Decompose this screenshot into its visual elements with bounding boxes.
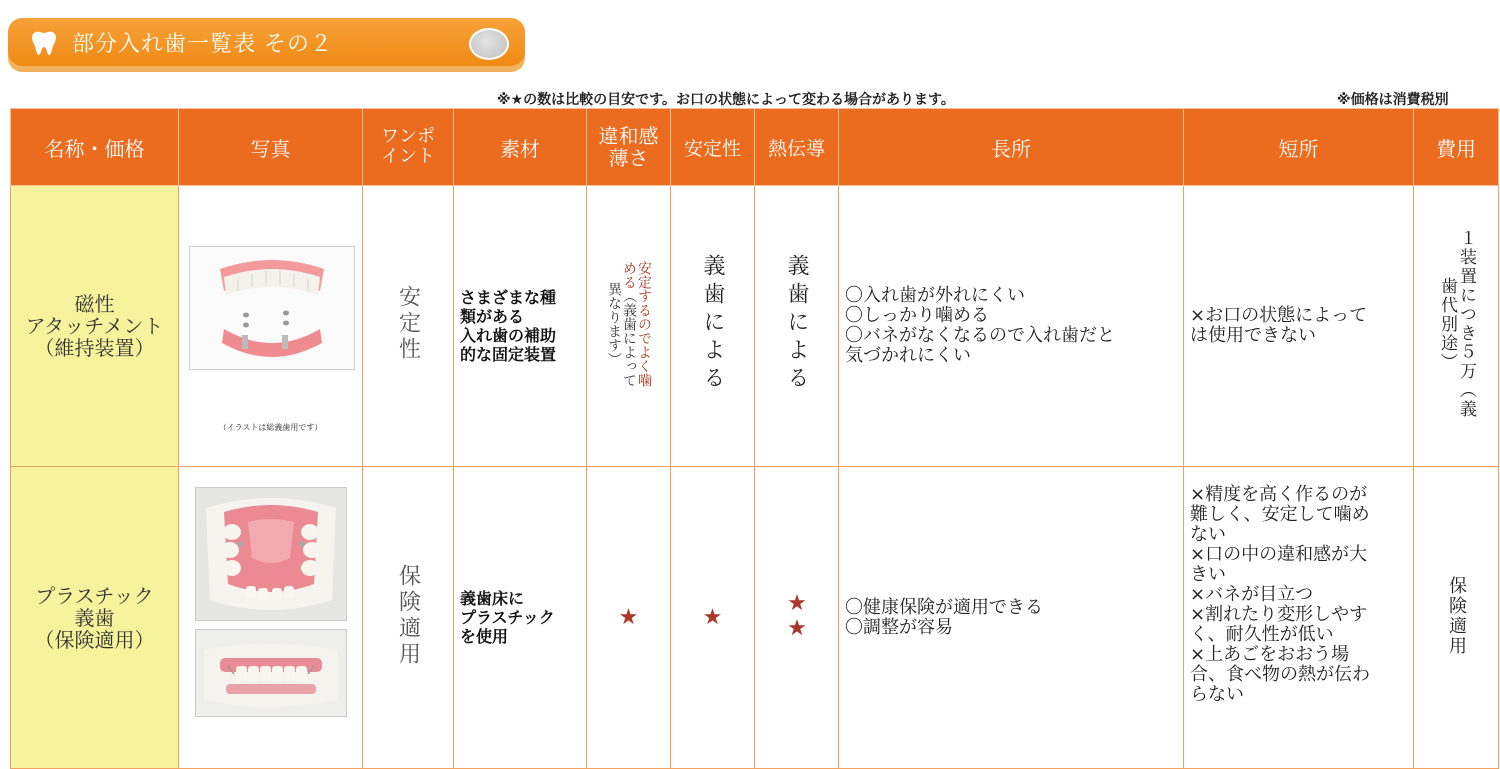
heat-stars-cell bbox=[755, 467, 839, 769]
discomfort-stars: ★ bbox=[587, 467, 671, 769]
col-photo: 写真 bbox=[179, 109, 363, 186]
stars-note: ※★の数は比較の目安です。お口の状態によって変わる場合があります。 bbox=[497, 92, 955, 108]
photo-cell bbox=[179, 186, 363, 467]
fee-cell: 保険適用 bbox=[1414, 467, 1499, 769]
page-title: 部分入れ歯一覧表 その２ bbox=[72, 32, 333, 57]
header-row bbox=[11, 109, 1499, 186]
onepoint-cell: 安定性 bbox=[363, 186, 454, 467]
table-row bbox=[11, 186, 1499, 467]
plastic-denture-front-photo bbox=[195, 629, 347, 717]
fee-cell: １装置につき５万（義歯代別途） bbox=[1414, 186, 1499, 467]
photo-cell bbox=[179, 467, 363, 769]
heat-cell: 義歯による bbox=[755, 186, 839, 467]
pros-cell: 〇入れ歯が外れにくい 〇しっかり噛める 〇バネがなくなるので入れ歯だと 気づかれにくい bbox=[839, 186, 1184, 467]
heat-stars: ★★ bbox=[784, 590, 810, 641]
row-name: プラスチック 義歯 （保険適用） bbox=[11, 467, 179, 769]
circle-decoration-icon bbox=[469, 28, 509, 60]
plastic-denture-top-photo bbox=[195, 487, 347, 621]
tooth-icon bbox=[30, 30, 58, 56]
onepoint-cell: 保険適用 bbox=[363, 467, 454, 769]
cons-cell: ×精度を高く作るのが 難しく、安定して噛め ない ×口の中の違和感が大 きい ×バネが目立つ ×割れたり変形しやす く、耐久性が低い ×上あごをおおう場 合、食べ物の熱が伝わ らない bbox=[1184, 467, 1414, 769]
material-cell: さまざまな種 類がある 入れ歯の補助 的な固定装置 bbox=[454, 186, 587, 467]
photo-caption: （イラストは総義歯用です） bbox=[218, 423, 323, 432]
table-row bbox=[11, 467, 1499, 769]
col-material: 素材 bbox=[454, 109, 587, 186]
denture-table bbox=[10, 108, 1499, 769]
col-discomfort: 違和感薄さ bbox=[587, 109, 671, 186]
stability-cell: 義歯による bbox=[671, 186, 755, 467]
col-stability: 安定性 bbox=[671, 109, 755, 186]
col-name: 名称・価格 bbox=[11, 109, 179, 186]
title-banner bbox=[8, 18, 525, 76]
magnetic-attachment-photo bbox=[189, 246, 355, 370]
col-heat: 熱伝導 bbox=[755, 109, 839, 186]
col-onepoint: ワンポイント bbox=[363, 109, 454, 186]
material-cell: 義歯床に プラスチック を使用 bbox=[454, 467, 587, 769]
row-name: 磁性 アタッチメント （維持装置） bbox=[11, 186, 179, 467]
stability-stars: ★ bbox=[671, 467, 755, 769]
col-fee: 費用 bbox=[1414, 109, 1499, 186]
cons-cell: ×お口の状態によって は使用できない bbox=[1184, 186, 1414, 467]
col-cons: 短所 bbox=[1184, 109, 1414, 186]
discomfort-cell: 安定するのでよく噛める（義歯によって異なります） bbox=[587, 186, 671, 467]
pros-cell: 〇健康保険が適用できる 〇調整が容易 bbox=[839, 467, 1184, 769]
price-note: ※価格は消費税別 bbox=[1337, 92, 1449, 108]
col-pros: 長所 bbox=[839, 109, 1184, 186]
